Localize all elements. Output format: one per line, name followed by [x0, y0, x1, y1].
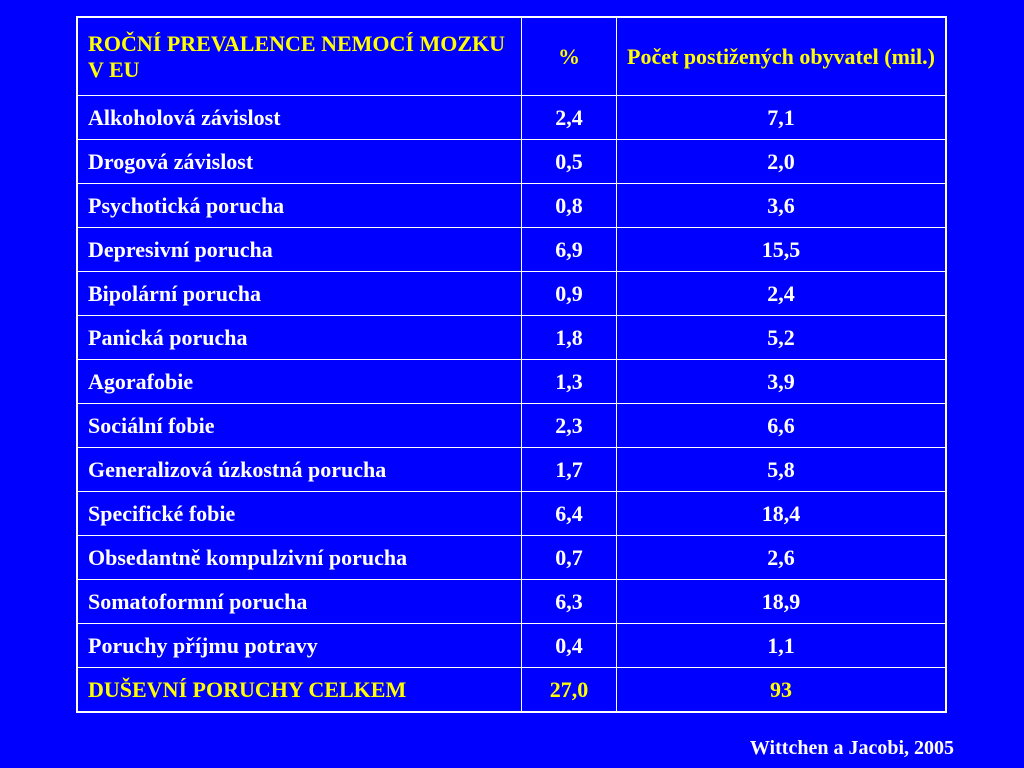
row-percent: 0,8 [522, 184, 617, 228]
row-percent: 0,7 [522, 536, 617, 580]
table-total-row [77, 668, 946, 713]
citation: Wittchen a Jacobi, 2005 [749, 737, 954, 759]
row-disease: Specifické fobie [77, 492, 522, 536]
row-percent: 2,3 [522, 404, 617, 448]
prevalence-table [76, 16, 947, 713]
row-count: 15,5 [617, 228, 947, 272]
row-disease: Drogová závislost [77, 140, 522, 184]
row-count: 2,4 [617, 272, 947, 316]
row-percent: 6,3 [522, 580, 617, 624]
row-disease: Obsedantně kompulzivní porucha [77, 536, 522, 580]
row-count: 7,1 [617, 96, 947, 140]
row-percent: 2,4 [522, 96, 617, 140]
row-count: 18,9 [617, 580, 947, 624]
row-percent: 6,4 [522, 492, 617, 536]
header-percent: % [522, 17, 617, 96]
total-disease: DUŠEVNÍ PORUCHY CELKEM [77, 668, 522, 713]
table-row [77, 448, 946, 492]
row-count: 5,8 [617, 448, 947, 492]
table-row [77, 272, 946, 316]
header-count: Počet postižených obyvatel (mil.) [617, 17, 947, 96]
row-percent: 0,9 [522, 272, 617, 316]
row-disease: Agorafobie [77, 360, 522, 404]
row-disease: Psychotická porucha [77, 184, 522, 228]
row-disease: Poruchy příjmu potravy [77, 624, 522, 668]
row-percent: 0,4 [522, 624, 617, 668]
row-count: 2,0 [617, 140, 947, 184]
row-percent: 1,7 [522, 448, 617, 492]
row-count: 3,6 [617, 184, 947, 228]
row-count: 5,2 [617, 316, 947, 360]
header-disease: ROČNÍ PREVALENCE NEMOCÍ MOZKU V EU [77, 17, 522, 96]
total-count: 93 [617, 668, 947, 713]
table-row [77, 536, 946, 580]
table-row [77, 96, 946, 140]
table-row [77, 184, 946, 228]
table-row [77, 624, 946, 668]
table-row [77, 316, 946, 360]
table-row [77, 492, 946, 536]
total-percent: 27,0 [522, 668, 617, 713]
row-disease: Somatoformní porucha [77, 580, 522, 624]
row-count: 2,6 [617, 536, 947, 580]
row-count: 18,4 [617, 492, 947, 536]
table-row [77, 228, 946, 272]
row-count: 6,6 [617, 404, 947, 448]
row-disease: Sociální fobie [77, 404, 522, 448]
table-row [77, 404, 946, 448]
row-percent: 0,5 [522, 140, 617, 184]
table-row [77, 360, 946, 404]
row-count: 1,1 [617, 624, 947, 668]
row-disease: Alkoholová závislost [77, 96, 522, 140]
table-row [77, 580, 946, 624]
row-disease: Bipolární porucha [77, 272, 522, 316]
row-percent: 1,3 [522, 360, 617, 404]
row-count: 3,9 [617, 360, 947, 404]
table-header-row [77, 17, 946, 96]
row-percent: 6,9 [522, 228, 617, 272]
row-disease: Panická porucha [77, 316, 522, 360]
table-body [77, 96, 946, 713]
table-row [77, 140, 946, 184]
row-disease: Depresivní porucha [77, 228, 522, 272]
row-disease: Generalizová úzkostná porucha [77, 448, 522, 492]
row-percent: 1,8 [522, 316, 617, 360]
